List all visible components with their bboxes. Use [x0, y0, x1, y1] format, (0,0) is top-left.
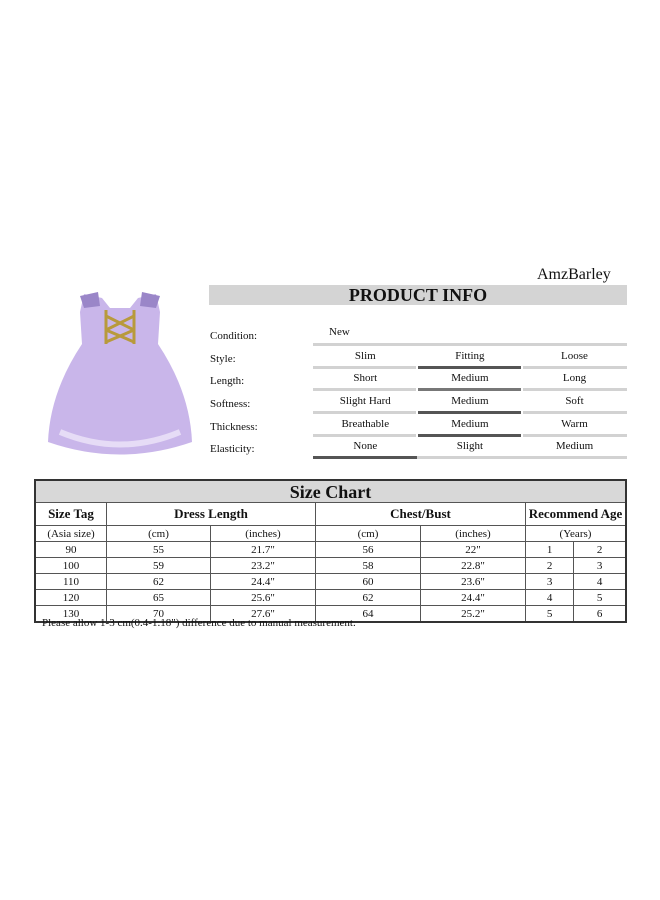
cell-size: 120 [35, 590, 107, 606]
cell-chest-cm: 64 [316, 606, 421, 623]
header-dress-length: Dress Length [107, 503, 316, 526]
subheader-asia-size: (Asia size) [35, 526, 107, 542]
attribute-scales [313, 326, 627, 462]
style-label: Style: [210, 352, 236, 365]
cell-size: 130 [35, 606, 107, 623]
thickness-row [313, 417, 627, 440]
cell-chest-cm: 62 [316, 590, 421, 606]
subheader-inches: (inches) [211, 526, 316, 542]
cell-length-in: 23.2" [211, 558, 316, 574]
product-info-title: PRODUCT INFO [209, 285, 627, 305]
option-slim: Slim [354, 349, 376, 362]
option-none: None [353, 440, 378, 453]
thickness-label: Thickness: [210, 420, 258, 433]
cell-size: 110 [35, 574, 107, 590]
condition-label: Condition: [210, 330, 258, 342]
cell-age-min: 2 [526, 558, 574, 574]
cell-length-in: 21.7" [211, 542, 316, 558]
scale-bar-selected [418, 434, 521, 437]
softness-row [313, 394, 627, 417]
cell-length-cm: 62 [107, 574, 211, 590]
scale-bar [523, 366, 627, 369]
cell-length-cm: 65 [107, 590, 211, 606]
cell-age-min: 3 [526, 574, 574, 590]
option-medium: Medium [451, 417, 489, 430]
option-slight-hard: Slight Hard [339, 395, 391, 408]
subheader-years: (Years) [526, 526, 627, 542]
condition-row [313, 326, 627, 349]
option-loose: Loose [561, 349, 588, 362]
elasticity-label: Elasticity: [210, 443, 255, 456]
subheader-cm: (cm) [107, 526, 211, 542]
scale-bar [313, 388, 416, 391]
header-recommend-age: Recommend Age [526, 503, 627, 526]
option-warm: Warm [561, 417, 588, 430]
cell-length-cm: 55 [107, 542, 211, 558]
cell-age-max: 6 [574, 606, 626, 623]
cell-chest-in: 24.4" [421, 590, 526, 606]
size-chart-title: Size Chart [35, 480, 626, 503]
cell-length-cm: 59 [107, 558, 211, 574]
cell-age-max: 3 [574, 558, 626, 574]
dress-image [40, 282, 200, 462]
cell-chest-in: 22" [421, 542, 526, 558]
measurement-note: Please allow 1-3 cm(0.4-1.18") difference due to manual measurement. [42, 617, 356, 629]
subheader-inches: (inches) [421, 526, 526, 542]
cell-age-max: 5 [574, 590, 626, 606]
length-label: Length: [210, 375, 245, 388]
scale-bar [313, 434, 416, 437]
table-row [35, 542, 626, 558]
scale-bar [417, 456, 627, 459]
option-long: Long [562, 372, 587, 385]
scale-bar [523, 434, 627, 437]
option-fitting: Fitting [455, 349, 485, 362]
cell-age-max: 4 [574, 574, 626, 590]
scale-bar-selected [418, 366, 521, 369]
condition-bar [313, 343, 627, 346]
softness-label: Softness: [210, 398, 251, 411]
table-row [35, 590, 626, 606]
style-row [313, 349, 627, 372]
scale-bar-selected [418, 411, 521, 414]
cell-size: 100 [35, 558, 107, 574]
header-chest-bust: Chest/Bust [316, 503, 526, 526]
cell-age-min: 5 [526, 606, 574, 623]
option-breathable: Breathable [341, 417, 390, 430]
cell-age-min: 4 [526, 590, 574, 606]
option-short: Short [353, 372, 378, 385]
scale-bar [523, 388, 627, 391]
scale-bar [523, 411, 627, 414]
length-row [313, 371, 627, 394]
cell-length-cm: 70 [107, 606, 211, 623]
brand-name: AmzBarley [537, 266, 611, 283]
scale-bar [313, 411, 416, 414]
scale-bar-selected [313, 456, 417, 459]
cell-length-in: 24.4" [211, 574, 316, 590]
cell-chest-cm: 60 [316, 574, 421, 590]
cell-age-max: 2 [574, 542, 626, 558]
cell-chest-cm: 56 [316, 542, 421, 558]
table-row [35, 574, 626, 590]
option-medium: Medium [451, 395, 489, 408]
attribute-labels [210, 328, 258, 464]
cell-size: 90 [35, 542, 107, 558]
cell-length-in: 27.6" [211, 606, 316, 623]
option-soft: Soft [565, 395, 584, 408]
subheader-cm: (cm) [316, 526, 421, 542]
condition-value: New [329, 326, 350, 338]
cell-length-in: 25.6" [211, 590, 316, 606]
cell-chest-in: 22.8" [421, 558, 526, 574]
option-medium: Medium [451, 372, 489, 385]
option-medium: Medium [555, 440, 594, 453]
option-slight: Slight [456, 440, 484, 453]
table-row [35, 558, 626, 574]
size-chart-table [34, 479, 627, 623]
cell-chest-cm: 58 [316, 558, 421, 574]
scale-bar-selected [418, 388, 521, 391]
header-size-tag: Size Tag [35, 503, 107, 526]
scale-bar [313, 366, 416, 369]
elasticity-row [313, 439, 627, 462]
cell-chest-in: 23.6" [421, 574, 526, 590]
cell-chest-in: 25.2" [421, 606, 526, 623]
cell-age-min: 1 [526, 542, 574, 558]
